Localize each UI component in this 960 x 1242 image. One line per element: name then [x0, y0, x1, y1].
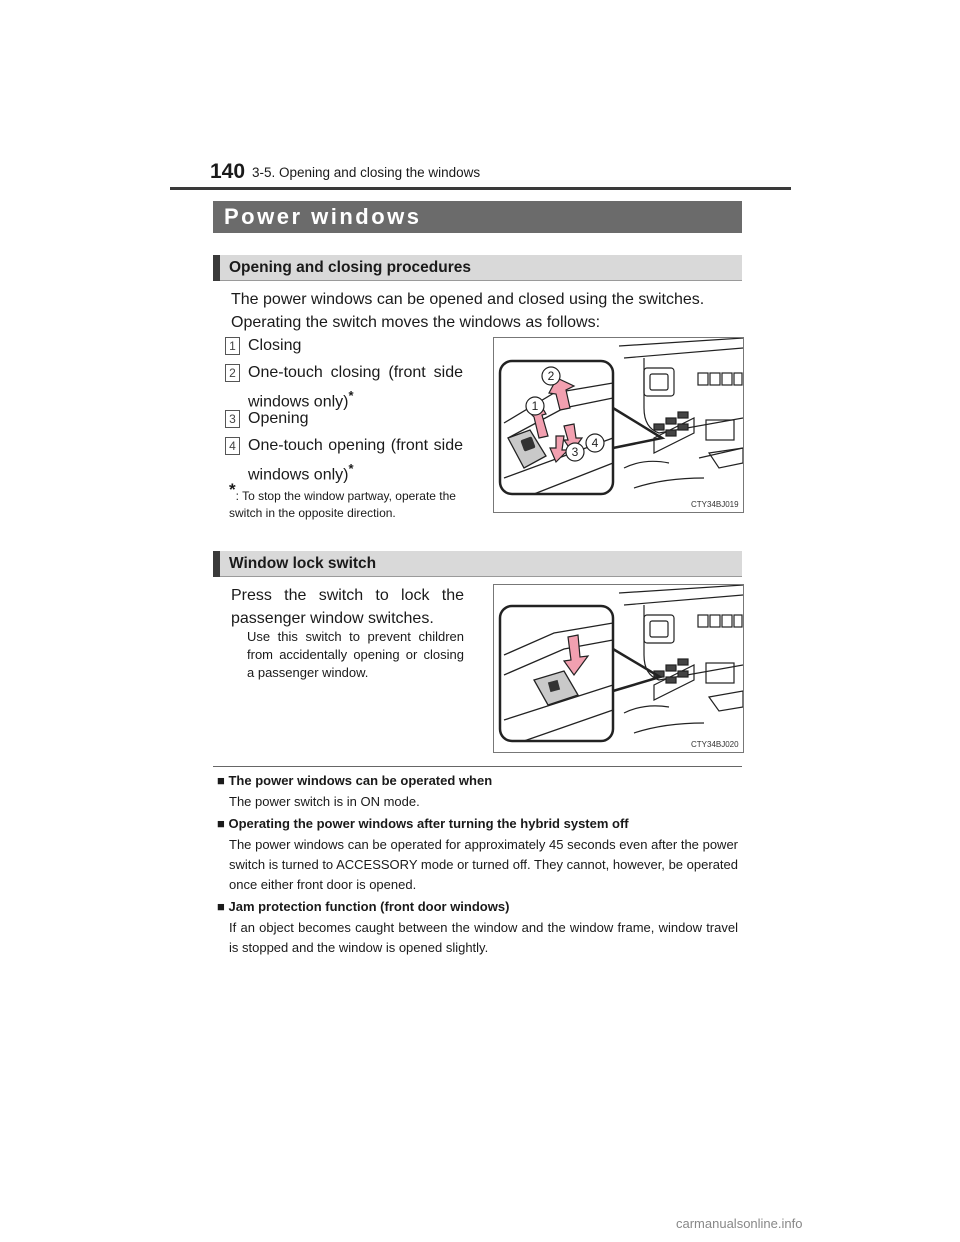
page-number: 140 [210, 160, 246, 183]
note-text-1: The power switch is in ON mode. [229, 794, 420, 809]
callout-3: 3 [571, 445, 579, 459]
intro-line-2: Operating the switch moves the windows as follows: [231, 314, 601, 331]
note-heading-text: The power windows can be operated when [228, 773, 493, 788]
note-heading-text: Jam protection function (front door windows) [228, 899, 510, 914]
item-number-4: 4 [225, 437, 240, 455]
callout-1: 1 [531, 399, 539, 413]
item-text-1: Closing [248, 337, 302, 354]
figure-code-1: CTY34BJ019 [691, 500, 739, 509]
note-text-2: The power windows can be operated for approximately 45 seconds even after the power switch is turned to ACCESSORY mode or turned off. They cannot, however, be operated once either front door is opened. [229, 837, 738, 892]
header-rule [170, 187, 791, 190]
note-heading-2 [217, 815, 629, 833]
bullet-icon: ■ [217, 899, 225, 914]
figure-window-switch-drawing [494, 338, 743, 512]
footnote [229, 481, 464, 522]
window-lock-text: Press the switch to lock the passenger window switches. [231, 587, 464, 627]
figure-window-lock [493, 584, 744, 753]
note-heading-text: Operating the power windows after turning the hybrid system off [228, 816, 629, 831]
bullet-icon: ■ [217, 816, 225, 831]
footnote-star: * [229, 480, 236, 499]
item-text-4: One-touch opening (front side windows only) [248, 437, 463, 484]
note-heading-1 [217, 772, 492, 790]
item-text-3: Opening [248, 410, 309, 427]
footnote-text: : To stop the window partway, operate the switch in the opposite direction. [229, 489, 456, 520]
section-heading-window-lock: Window lock switch [229, 555, 377, 572]
item-number-3: 3 [225, 410, 240, 428]
callout-2: 2 [547, 369, 555, 383]
item-number-1: 1 [225, 337, 240, 355]
figure-window-switch [493, 337, 744, 513]
bullet-icon: ■ [217, 773, 225, 788]
item-text-2: One-touch closing (front side windows only) [248, 364, 463, 411]
section-marker [213, 551, 220, 577]
note-text-3: If an object becomes caught between the window and the window frame, window travel is stopped and the window is opened slightly. [229, 920, 738, 955]
callout-4: 4 [591, 436, 599, 450]
intro-line-1: The power windows can be opened and closed using the switches. [231, 291, 705, 308]
item-number-2: 2 [225, 364, 240, 382]
footnote-star: * [348, 461, 354, 476]
footnote-star: * [348, 388, 354, 403]
section-marker [213, 255, 220, 281]
chapter-title: 3-5. Opening and closing the windows [252, 165, 481, 180]
window-lock-note: Use this switch to prevent children from accidentally opening or closing a passenger window. [247, 629, 464, 680]
item-4 [248, 434, 463, 486]
figure-window-lock-drawing [494, 585, 743, 752]
watermark: carmanualsonline.info [676, 1216, 803, 1231]
figure-code-2: CTY34BJ020 [691, 740, 739, 749]
note-heading-3 [217, 898, 509, 916]
item-2 [248, 361, 463, 413]
notes-divider [213, 766, 742, 767]
page-title: Power windows [224, 204, 422, 229]
section-heading-procedures: Opening and closing procedures [229, 259, 472, 276]
